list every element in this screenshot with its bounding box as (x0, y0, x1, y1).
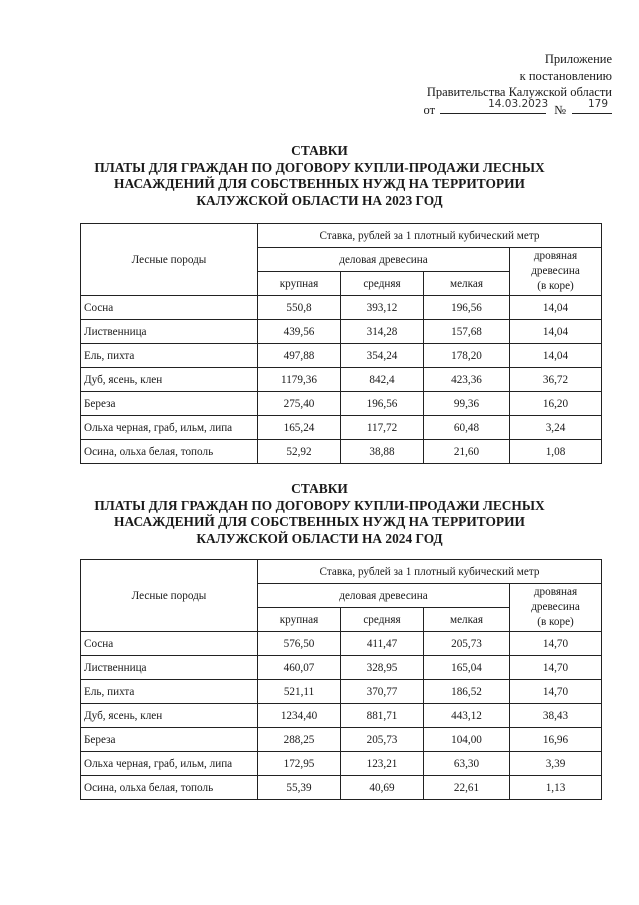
rate-cell: 314,28 (341, 320, 424, 344)
business-wood-header: деловая древесина (258, 584, 510, 608)
rate-cell: 186,52 (424, 680, 510, 704)
title-2024-line-2: ПЛАТЫ ДЛЯ ГРАЖДАН ПО ДОГОВОРУ КУПЛИ-ПРОДАЖИ ЛЕСНЫХ (94, 497, 545, 513)
rate-cell: 439,56 (258, 320, 341, 344)
annex-header (424, 51, 613, 118)
species-cell: Ель, пихта (81, 344, 258, 368)
rate-cell: 423,36 (424, 368, 510, 392)
col-small-header: мелкая (424, 608, 510, 632)
rates-table-2024 (80, 559, 602, 800)
species-cell: Береза (81, 728, 258, 752)
species-cell: Дуб, ясень, клен (81, 704, 258, 728)
rates-table-2023 (80, 223, 602, 464)
rate-cell: 275,40 (258, 392, 341, 416)
col-large-header: крупная (258, 608, 341, 632)
rate-cell: 178,20 (424, 344, 510, 368)
species-cell: Ель, пихта (81, 680, 258, 704)
rate-cell: 576,50 (258, 632, 341, 656)
species-header: Лесные породы (81, 224, 258, 296)
title-2023-line-1: СТАВКИ (291, 143, 348, 158)
rate-cell: 443,12 (424, 704, 510, 728)
table-row (81, 320, 602, 344)
species-cell: Ольха черная, граб, ильм, липа (81, 752, 258, 776)
firewood-header (510, 248, 602, 296)
table-row (81, 728, 602, 752)
species-cell: Осина, ольха белая, тополь (81, 776, 258, 800)
rate-cell: 55,39 (258, 776, 341, 800)
firewood-header-line-1: дровяная древесина (531, 586, 580, 613)
firewood-header-line-2: (в коре) (537, 616, 574, 628)
rate-cell: 411,47 (341, 632, 424, 656)
rate-cell: 38,43 (510, 704, 602, 728)
rate-cell: 205,73 (341, 728, 424, 752)
rate-cell: 14,04 (510, 320, 602, 344)
rate-cell: 22,61 (424, 776, 510, 800)
rate-cell: 63,30 (424, 752, 510, 776)
rate-header: Ставка, рублей за 1 плотный кубический метр (258, 224, 602, 248)
firewood-header-line-2: (в коре) (537, 280, 574, 292)
rate-cell: 104,00 (424, 728, 510, 752)
table-row (81, 656, 602, 680)
date-field (440, 97, 549, 114)
table-row (81, 632, 602, 656)
title-2024 (0, 481, 639, 547)
from-label: от (423, 102, 436, 117)
table-row (81, 704, 602, 728)
rate-cell: 52,92 (258, 440, 341, 464)
species-cell: Сосна (81, 296, 258, 320)
date-value: 14.03.2023 (488, 97, 549, 110)
annex-line-1: Приложение (544, 52, 612, 66)
rate-cell: 354,24 (341, 344, 424, 368)
rate-cell: 165,04 (424, 656, 510, 680)
col-medium-header: средняя (341, 608, 424, 632)
species-cell: Сосна (81, 632, 258, 656)
table-row (81, 368, 602, 392)
annex-date-line (423, 97, 613, 119)
rate-cell: 3,24 (510, 416, 602, 440)
col-large-header: крупная (258, 272, 341, 296)
table-row (81, 776, 602, 800)
col-medium-header: средняя (341, 272, 424, 296)
rate-cell: 328,95 (341, 656, 424, 680)
rate-cell: 40,69 (341, 776, 424, 800)
species-header: Лесные породы (81, 560, 258, 632)
rate-header: Ставка, рублей за 1 плотный кубический метр (258, 560, 602, 584)
table-row (81, 416, 602, 440)
species-cell: Лиственница (81, 656, 258, 680)
firewood-header-line-1: дровяная древесина (531, 250, 580, 277)
rate-cell: 99,36 (424, 392, 510, 416)
rate-cell: 196,56 (341, 392, 424, 416)
rate-cell: 123,21 (341, 752, 424, 776)
rate-cell: 370,77 (341, 680, 424, 704)
rate-cell: 521,11 (258, 680, 341, 704)
species-cell: Лиственница (81, 320, 258, 344)
table-row (81, 680, 602, 704)
rate-cell: 117,72 (341, 416, 424, 440)
species-cell: Береза (81, 392, 258, 416)
table-row (81, 752, 602, 776)
title-2023 (0, 143, 639, 209)
annex-line-3: Правительства Калужской области (426, 85, 612, 99)
business-wood-header: деловая древесина (258, 248, 510, 272)
title-2024-line-1: СТАВКИ (291, 481, 348, 496)
rate-cell: 497,88 (258, 344, 341, 368)
rate-cell: 14,70 (510, 632, 602, 656)
title-2024-line-4: КАЛУЖСКОЙ ОБЛАСТИ НА 2024 ГОД (196, 530, 443, 546)
rate-cell: 14,70 (510, 656, 602, 680)
species-cell: Дуб, ясень, клен (81, 368, 258, 392)
col-small-header: мелкая (424, 272, 510, 296)
rate-cell: 196,56 (424, 296, 510, 320)
rate-cell: 36,72 (510, 368, 602, 392)
table-row (81, 296, 602, 320)
rate-cell: 165,24 (258, 416, 341, 440)
table-row (81, 344, 602, 368)
number-field (572, 97, 612, 114)
rate-cell: 16,20 (510, 392, 602, 416)
rate-cell: 1,08 (510, 440, 602, 464)
rate-cell: 172,95 (258, 752, 341, 776)
rate-cell: 157,68 (424, 320, 510, 344)
table-row (81, 392, 602, 416)
rate-cell: 16,96 (510, 728, 602, 752)
number-label: № (554, 102, 566, 117)
rate-cell: 60,48 (424, 416, 510, 440)
rate-cell: 14,70 (510, 680, 602, 704)
number-value: 179 (588, 97, 609, 110)
rate-cell: 3,39 (510, 752, 602, 776)
title-2023-line-3: НАСАЖДЕНИЙ ДЛЯ СОБСТВЕННЫХ НУЖД НА ТЕРРИТОРИИ (114, 176, 525, 191)
rate-cell: 842,4 (341, 368, 424, 392)
rate-cell: 460,07 (258, 656, 341, 680)
rate-cell: 550,8 (258, 296, 341, 320)
rate-cell: 288,25 (258, 728, 341, 752)
rate-cell: 14,04 (510, 344, 602, 368)
rate-cell: 38,88 (341, 440, 424, 464)
rate-cell: 14,04 (510, 296, 602, 320)
rate-cell: 205,73 (424, 632, 510, 656)
rate-cell: 1179,36 (258, 368, 341, 392)
title-2024-line-3: НАСАЖДЕНИЙ ДЛЯ СОБСТВЕННЫХ НУЖД НА ТЕРРИТОРИИ (114, 514, 525, 529)
rate-cell: 393,12 (341, 296, 424, 320)
title-2023-line-4: КАЛУЖСКОЙ ОБЛАСТИ НА 2023 ГОД (196, 192, 443, 208)
title-2023-line-2: ПЛАТЫ ДЛЯ ГРАЖДАН ПО ДОГОВОРУ КУПЛИ-ПРОДАЖИ ЛЕСНЫХ (94, 159, 545, 175)
table-row (81, 440, 602, 464)
species-cell: Ольха черная, граб, ильм, липа (81, 416, 258, 440)
rate-cell: 1234,40 (258, 704, 341, 728)
firewood-header (510, 584, 602, 632)
annex-line-2: к постановлению (519, 68, 612, 83)
species-cell: Осина, ольха белая, тополь (81, 440, 258, 464)
rate-cell: 1,13 (510, 776, 602, 800)
rate-cell: 881,71 (341, 704, 424, 728)
rate-cell: 21,60 (424, 440, 510, 464)
